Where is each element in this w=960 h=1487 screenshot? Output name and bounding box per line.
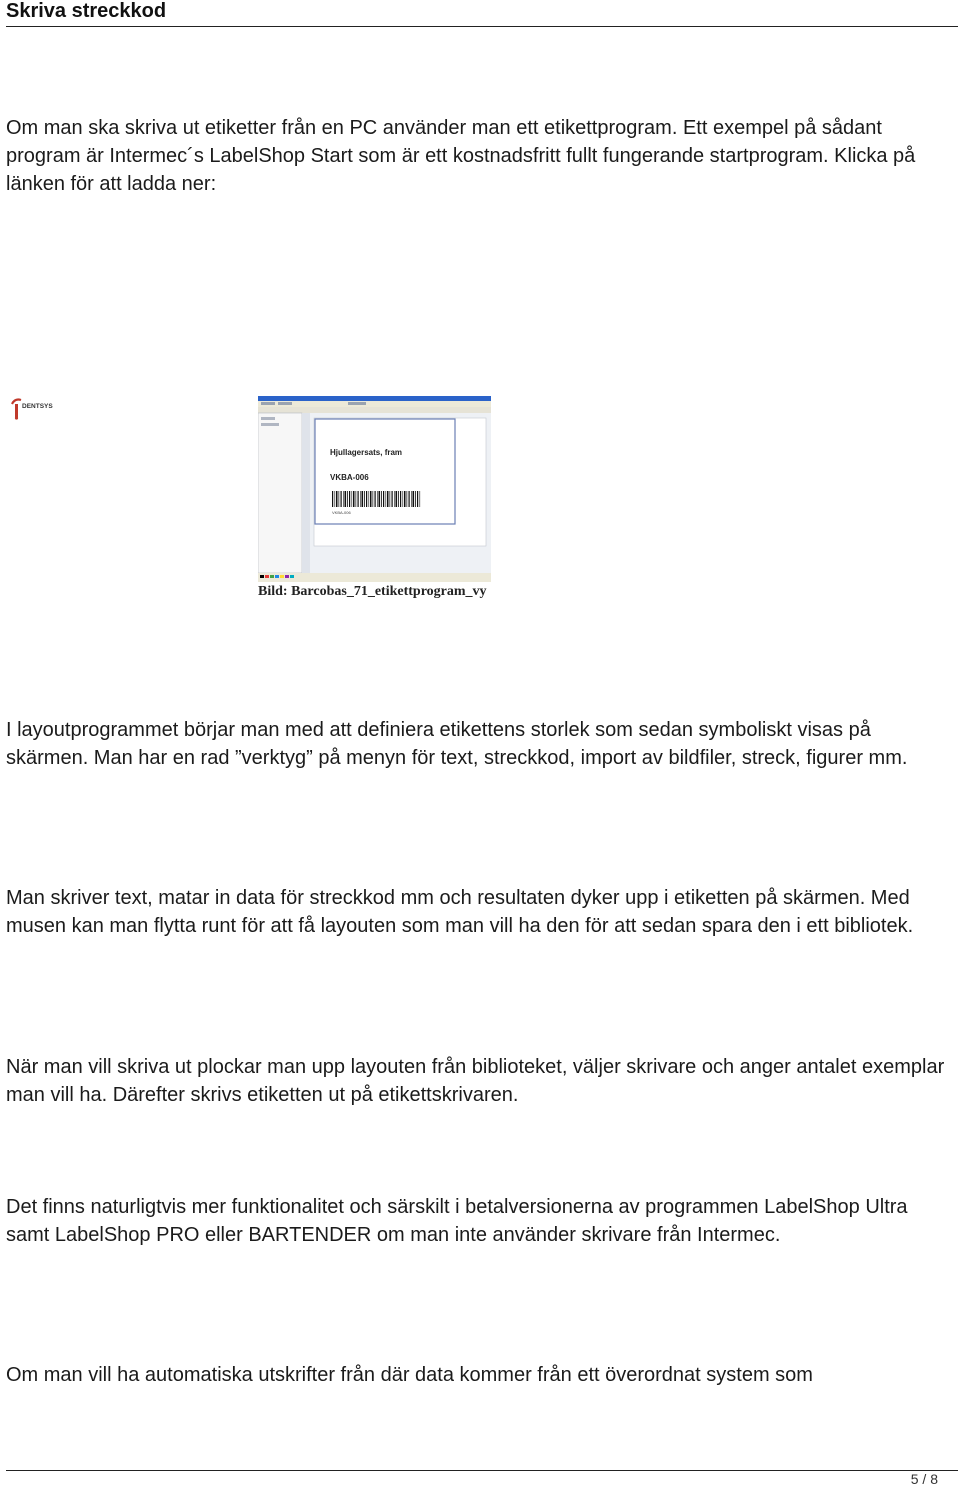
barcode-human-readable: VKBA-006	[332, 510, 351, 515]
color-palette	[260, 575, 294, 578]
paragraph-layout: I layoutprogrammet börjar man med att definiera etikettens storlek som sedan symboliskt visas på skärmen. Man har en rad ”verktyg” på menyn för text, streckkod, import av bildfiler, streck, figurer mm.	[6, 719, 908, 769]
dentsys-logo	[8, 396, 60, 422]
figure-caption: Bild: Barcobas_71_etikettprogram_vy	[258, 584, 487, 599]
page-title: Skriva streckkod	[6, 0, 167, 22]
label-text-line2: VKBA-006	[330, 473, 369, 482]
label-text-line1: Hjullagersats, fram	[330, 448, 403, 457]
toolbar	[258, 407, 491, 413]
paragraph-intro: Om man ska skriva ut etiketter från en PC använder man ett etikettprogram. Ett exempel på sådant program är Intermec´s LabelShop Start som är ett kostnadsfritt fullt fungerande startprogram. Klicka på länken för att ladda ner:	[6, 117, 916, 195]
paragraph-printing: När man vill skriva ut plockar man upp layouten från biblioteket, väljer skrivare och anger antalet exemplar man vill ha. Därefter skrivs etiketten ut på etikettskrivaren.	[6, 1056, 945, 1106]
window-titlebar	[258, 396, 491, 401]
paragraph-automation: Om man vill ha automatiska utskrifter från där data kommer från ett överordnat system som	[6, 1364, 813, 1386]
tool-panel	[302, 413, 310, 573]
paragraph-functionality: Det finns naturligtvis mer funktionalitet och särskilt i betalversionerna av programmen LabelShop Ultra samt LabelShop PRO eller BARTENDER om man inte använder skrivare från Intermec.	[6, 1196, 908, 1246]
title-divider	[6, 26, 958, 27]
label-preview	[315, 419, 455, 524]
page-number: 5 / 8	[910, 1471, 938, 1487]
menu-bar	[258, 401, 491, 407]
paragraph-data-entry: Man skriver text, matar in data för streckkod mm och resultaten dyker upp i etiketten på skärmen. Med musen kan man flytta runt för att få layouten som man vill ha den för att sedan spara den i ett bibliotek.	[6, 887, 914, 937]
library-panel	[258, 413, 302, 573]
logo-text: DENTSYS	[22, 403, 53, 410]
label-software-screenshot	[258, 396, 491, 582]
footer-divider	[6, 1470, 958, 1471]
